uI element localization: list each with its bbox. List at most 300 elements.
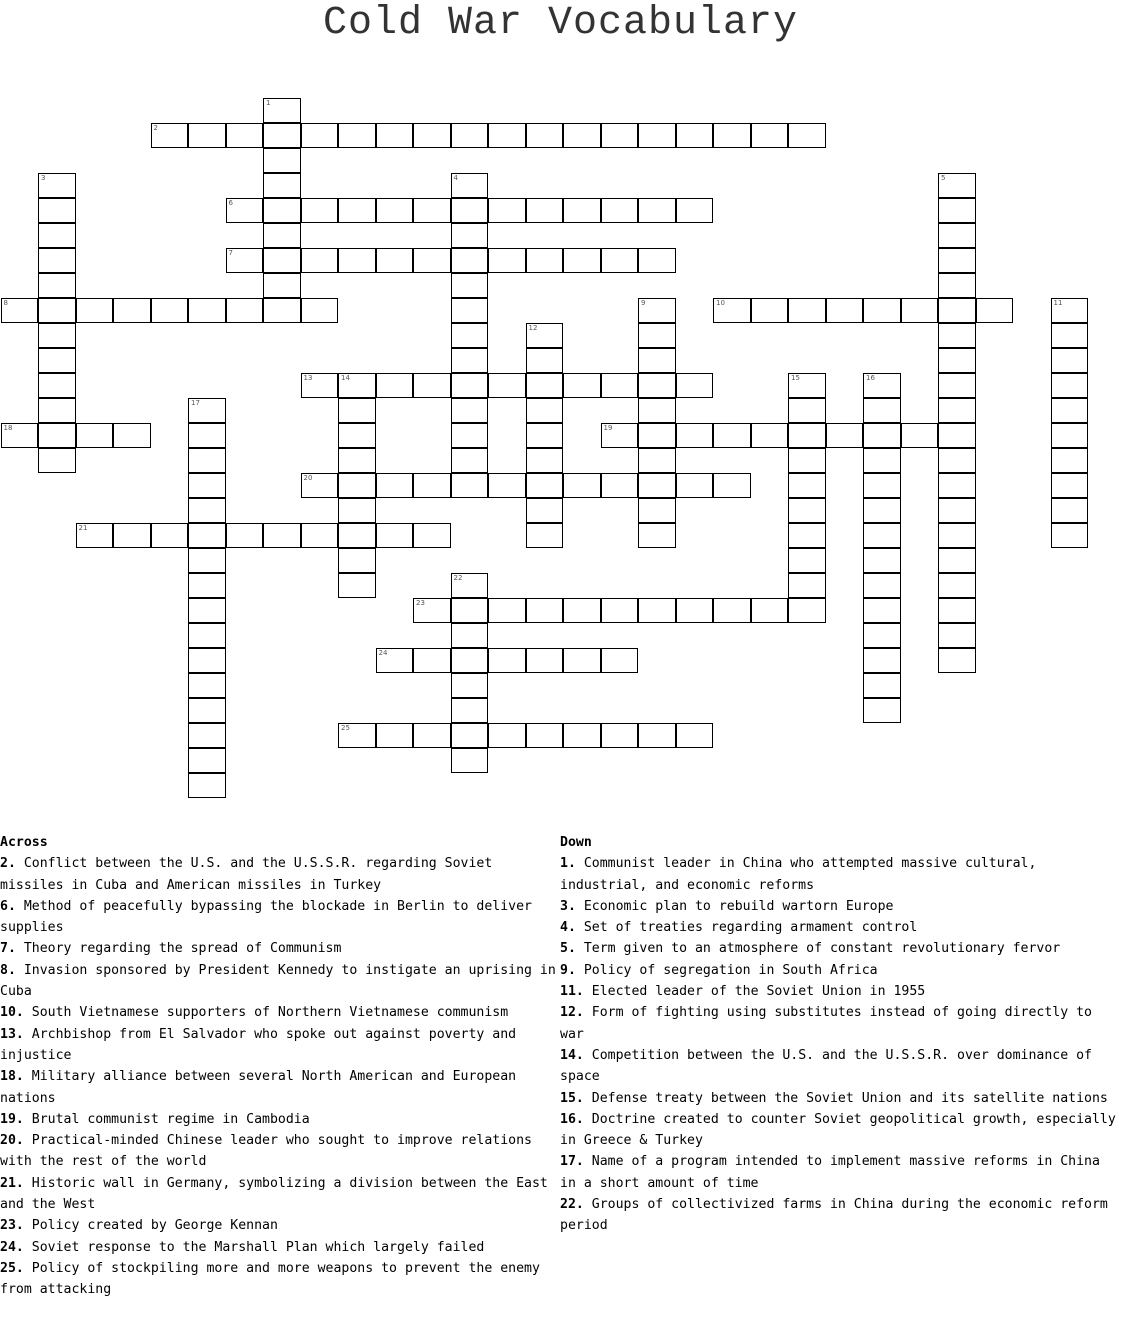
grid-cell[interactable] (1051, 498, 1089, 523)
grid-cell[interactable] (301, 523, 339, 548)
grid-cell[interactable] (676, 373, 714, 398)
grid-cell[interactable] (788, 298, 826, 323)
grid-cell[interactable] (413, 123, 451, 148)
grid-cell[interactable] (638, 423, 676, 448)
grid-cell[interactable] (413, 523, 451, 548)
cell-number: 12 (528, 323, 538, 332)
grid-cell[interactable] (638, 298, 676, 323)
grid-cell[interactable] (151, 523, 189, 548)
grid-cell[interactable] (863, 648, 901, 673)
grid-cell[interactable] (1051, 298, 1089, 323)
puzzle-title: Cold War Vocabulary (322, 1, 799, 46)
grid-cell[interactable] (188, 773, 226, 798)
grid-cell[interactable] (938, 223, 976, 248)
grid-cell[interactable] (413, 648, 451, 673)
grid-cell[interactable] (638, 398, 676, 423)
grid-cell[interactable] (413, 723, 451, 748)
grid-cell[interactable] (413, 598, 451, 623)
grid-cell[interactable] (188, 723, 226, 748)
grid-cell[interactable] (451, 223, 489, 248)
grid-cell[interactable] (263, 298, 301, 323)
grid-cell[interactable] (863, 698, 901, 723)
clue-across-6 (0, 896, 558, 939)
grid-cell[interactable] (188, 673, 226, 698)
grid-cell[interactable] (563, 723, 601, 748)
grid-cell[interactable] (1051, 423, 1089, 448)
grid-cell[interactable] (376, 473, 414, 498)
grid-cell[interactable] (263, 273, 301, 298)
grid-cell[interactable] (751, 423, 789, 448)
grid-cell[interactable] (38, 198, 76, 223)
clue-number: 18. (0, 1069, 24, 1085)
grid-cell[interactable] (601, 473, 639, 498)
grid-cell[interactable] (338, 373, 376, 398)
grid-cell[interactable] (526, 323, 564, 348)
grid-cell[interactable] (938, 398, 976, 423)
grid-cell[interactable] (938, 498, 976, 523)
grid-cell[interactable] (451, 173, 489, 198)
grid-cell[interactable] (713, 123, 751, 148)
grid-cell[interactable] (188, 448, 226, 473)
clue-text: Elected leader of the Soviet Union in 1955 (591, 984, 926, 1000)
clue-text: Name of a program intended to implement massive reforms in China in a short amount of time (560, 1154, 1100, 1191)
grid-cell[interactable] (788, 523, 826, 548)
grid-cell[interactable] (188, 573, 226, 598)
cell-number: 22 (453, 573, 463, 582)
grid-cell[interactable] (263, 173, 301, 198)
clue-number: 7. (0, 941, 16, 957)
grid-cell[interactable] (713, 423, 751, 448)
grid-cell[interactable] (301, 473, 339, 498)
grid-cell[interactable] (376, 723, 414, 748)
grid-cell[interactable] (826, 423, 864, 448)
grid-cell[interactable] (38, 348, 76, 373)
grid-cell[interactable] (563, 598, 601, 623)
grid-cell[interactable] (788, 548, 826, 573)
clue-number: 25. (0, 1260, 24, 1276)
cell-number: 18 (3, 423, 13, 432)
grid-cell[interactable] (376, 648, 414, 673)
grid-cell[interactable] (938, 348, 976, 373)
grid-cell[interactable] (38, 323, 76, 348)
grid-cell[interactable] (638, 323, 676, 348)
grid-cell[interactable] (863, 623, 901, 648)
grid-cell[interactable] (451, 698, 489, 723)
grid-cell[interactable] (563, 473, 601, 498)
grid-cell[interactable] (938, 448, 976, 473)
grid-cell[interactable] (788, 598, 826, 623)
grid-cell[interactable] (863, 373, 901, 398)
grid-cell[interactable] (38, 298, 76, 323)
grid-cell[interactable] (751, 298, 789, 323)
grid-cell[interactable] (188, 498, 226, 523)
clue-number: 16. (560, 1111, 584, 1127)
grid-cell[interactable] (188, 398, 226, 423)
cell-number: 8 (3, 298, 8, 307)
grid-cell[interactable] (376, 523, 414, 548)
clue-number: 4. (560, 920, 576, 936)
grid-cell[interactable] (338, 198, 376, 223)
grid-cell[interactable] (526, 523, 564, 548)
grid-cell[interactable] (301, 123, 339, 148)
clue-down-15 (560, 1088, 1121, 1109)
grid-cell[interactable] (526, 598, 564, 623)
grid-cell[interactable] (938, 648, 976, 673)
grid-cell[interactable] (338, 448, 376, 473)
cell-number: 14 (341, 373, 350, 382)
grid-cell[interactable] (863, 298, 901, 323)
grid-cell[interactable] (38, 398, 76, 423)
grid-cell[interactable] (451, 623, 489, 648)
grid-cell[interactable] (526, 348, 564, 373)
grid-cell[interactable] (938, 248, 976, 273)
grid-cell[interactable] (451, 398, 489, 423)
cell-number: 23 (416, 598, 425, 607)
grid-cell[interactable] (526, 248, 564, 273)
grid-cell[interactable] (226, 523, 264, 548)
grid-cell[interactable] (751, 598, 789, 623)
clue-number: 21. (0, 1175, 24, 1191)
grid-cell[interactable] (263, 148, 301, 173)
grid-cell[interactable] (451, 723, 489, 748)
grid-cell[interactable] (938, 598, 976, 623)
grid-cell[interactable] (938, 173, 976, 198)
grid-cell[interactable] (38, 423, 76, 448)
grid-cell[interactable] (451, 273, 489, 298)
grid-cell[interactable] (376, 373, 414, 398)
grid-cell[interactable] (451, 573, 489, 598)
down-clues (560, 832, 1121, 1237)
grid-cell[interactable] (451, 323, 489, 348)
grid-cell[interactable] (638, 498, 676, 523)
grid-cell[interactable] (226, 123, 264, 148)
grid-cell[interactable] (188, 598, 226, 623)
grid-cell[interactable] (451, 598, 489, 623)
clue-number: 3. (560, 898, 576, 914)
grid-cell[interactable] (76, 423, 114, 448)
grid-cell[interactable] (1051, 398, 1089, 423)
clue-number: 12. (560, 1005, 584, 1021)
grid-cell[interactable] (413, 248, 451, 273)
grid-cell[interactable] (263, 123, 301, 148)
grid-cell[interactable] (938, 298, 976, 323)
grid-cell[interactable] (938, 423, 976, 448)
grid-cell[interactable] (1051, 373, 1089, 398)
grid-cell[interactable] (901, 298, 939, 323)
grid-cell[interactable] (413, 473, 451, 498)
clue-across-23 (0, 1215, 558, 1236)
grid-cell[interactable] (301, 373, 339, 398)
grid-cell[interactable] (226, 248, 264, 273)
grid-cell[interactable] (863, 598, 901, 623)
grid-cell[interactable] (38, 248, 76, 273)
grid-cell[interactable] (451, 748, 489, 773)
grid-cell[interactable] (38, 448, 76, 473)
grid-cell[interactable] (488, 648, 526, 673)
clue-down-16 (560, 1109, 1121, 1152)
grid-cell[interactable] (526, 373, 564, 398)
grid-cell[interactable] (451, 373, 489, 398)
grid-cell[interactable] (188, 123, 226, 148)
clue-number: 8. (0, 962, 16, 978)
grid-cell[interactable] (451, 298, 489, 323)
grid-cell[interactable] (526, 448, 564, 473)
grid-cell[interactable] (638, 198, 676, 223)
grid-cell[interactable] (938, 573, 976, 598)
grid-cell[interactable] (638, 123, 676, 148)
grid-cell[interactable] (938, 623, 976, 648)
grid-cell[interactable] (638, 373, 676, 398)
grid-cell[interactable] (188, 523, 226, 548)
clue-text: Method of peacefully bypassing the blockade in Berlin to deliver supplies (0, 898, 532, 936)
grid-cell[interactable] (863, 398, 901, 423)
grid-cell[interactable] (901, 423, 939, 448)
grid-cell[interactable] (563, 123, 601, 148)
grid-cell[interactable] (38, 223, 76, 248)
grid-cell[interactable] (188, 548, 226, 573)
grid-cell[interactable] (338, 723, 376, 748)
grid-cell[interactable] (113, 423, 151, 448)
grid-cell[interactable] (151, 123, 189, 148)
clue-across-24 (0, 1237, 558, 1258)
clue-down-5 (560, 938, 1121, 959)
grid-cell[interactable] (263, 223, 301, 248)
grid-cell[interactable] (788, 373, 826, 398)
grid-cell[interactable] (301, 298, 339, 323)
grid-cell[interactable] (1051, 323, 1089, 348)
grid-cell[interactable] (526, 648, 564, 673)
grid-cell[interactable] (863, 573, 901, 598)
grid-cell[interactable] (263, 198, 301, 223)
grid-cell[interactable] (863, 523, 901, 548)
grid-cell[interactable] (526, 473, 564, 498)
grid-cell[interactable] (601, 723, 639, 748)
grid-cell[interactable] (113, 298, 151, 323)
grid-cell[interactable] (1051, 448, 1089, 473)
grid-cell[interactable] (638, 473, 676, 498)
clue-text: Competition between the U.S. and the U.S.S.R. over dominance of space (560, 1047, 1092, 1085)
grid-cell[interactable] (76, 298, 114, 323)
clue-text: Groups of collectivized farms in China during the economic reform period (560, 1197, 1108, 1234)
grid-cell[interactable] (38, 173, 76, 198)
grid-cell[interactable] (338, 123, 376, 148)
clue-across-21 (0, 1173, 558, 1216)
grid-cell[interactable] (188, 473, 226, 498)
grid-cell[interactable] (188, 698, 226, 723)
grid-cell[interactable] (676, 423, 714, 448)
grid-cell[interactable] (338, 473, 376, 498)
cell-number: 20 (303, 473, 313, 482)
grid-cell[interactable] (488, 198, 526, 223)
grid-cell[interactable] (938, 273, 976, 298)
grid-cell[interactable] (826, 298, 864, 323)
grid-cell[interactable] (563, 248, 601, 273)
grid-cell[interactable] (301, 248, 339, 273)
grid-cell[interactable] (601, 373, 639, 398)
grid-cell[interactable] (451, 648, 489, 673)
clue-across-13 (0, 1024, 558, 1067)
grid-cell[interactable] (488, 373, 526, 398)
grid-cell[interactable] (863, 448, 901, 473)
grid-cell[interactable] (676, 473, 714, 498)
grid-cell[interactable] (188, 298, 226, 323)
grid-cell[interactable] (638, 723, 676, 748)
grid-cell[interactable] (451, 473, 489, 498)
grid-cell[interactable] (526, 498, 564, 523)
grid-cell[interactable] (188, 623, 226, 648)
cell-number: 7 (228, 248, 233, 257)
grid-cell[interactable] (788, 448, 826, 473)
grid-cell[interactable] (938, 523, 976, 548)
grid-cell[interactable] (226, 198, 264, 223)
grid-cell[interactable] (376, 248, 414, 273)
grid-cell[interactable] (338, 573, 376, 598)
clue-text: Set of treaties regarding armament control (583, 920, 918, 936)
cell-number: 4 (453, 173, 458, 182)
clue-text: Theory regarding the spread of Communism (23, 941, 342, 957)
clue-number: 6. (0, 898, 16, 914)
grid-cell[interactable] (1, 423, 39, 448)
grid-cell[interactable] (488, 723, 526, 748)
grid-cell[interactable] (788, 398, 826, 423)
grid-cell[interactable] (526, 423, 564, 448)
grid-cell[interactable] (601, 123, 639, 148)
grid-cell[interactable] (863, 473, 901, 498)
grid-cell[interactable] (713, 473, 751, 498)
grid-cell[interactable] (938, 473, 976, 498)
grid-cell[interactable] (638, 598, 676, 623)
grid-cell[interactable] (638, 248, 676, 273)
grid-cell[interactable] (976, 298, 1014, 323)
grid-cell[interactable] (413, 198, 451, 223)
grid-cell[interactable] (188, 423, 226, 448)
clue-text: Defense treaty between the Soviet Union and its satellite nations (591, 1090, 1108, 1106)
grid-cell[interactable] (338, 523, 376, 548)
grid-cell[interactable] (563, 373, 601, 398)
grid-cell[interactable] (451, 248, 489, 273)
grid-cell[interactable] (338, 398, 376, 423)
grid-cell[interactable] (601, 598, 639, 623)
grid-cell[interactable] (601, 423, 639, 448)
grid-cell[interactable] (526, 398, 564, 423)
grid-cell[interactable] (938, 198, 976, 223)
grid-cell[interactable] (676, 723, 714, 748)
grid-cell[interactable] (1051, 473, 1089, 498)
grid-cell[interactable] (563, 198, 601, 223)
grid-cell[interactable] (713, 598, 751, 623)
clue-number: 22. (560, 1197, 584, 1213)
grid-cell[interactable] (676, 198, 714, 223)
grid-cell[interactable] (638, 448, 676, 473)
grid-cell[interactable] (863, 673, 901, 698)
grid-cell[interactable] (451, 348, 489, 373)
grid-cell[interactable] (226, 298, 264, 323)
grid-cell[interactable] (788, 123, 826, 148)
grid-cell[interactable] (1051, 348, 1089, 373)
grid-cell[interactable] (301, 198, 339, 223)
grid-cell[interactable] (488, 598, 526, 623)
clue-number: 15. (560, 1090, 584, 1106)
grid-cell[interactable] (788, 498, 826, 523)
grid-cell[interactable] (338, 498, 376, 523)
grid-cell[interactable] (863, 498, 901, 523)
grid-cell[interactable] (451, 198, 489, 223)
grid-cell[interactable] (451, 123, 489, 148)
grid-cell[interactable] (488, 473, 526, 498)
grid-cell[interactable] (263, 98, 301, 123)
clue-text: Form of fighting using substitutes instead of going directly to war (560, 1005, 1092, 1042)
grid-cell[interactable] (638, 348, 676, 373)
cell-number: 3 (41, 173, 46, 182)
grid-cell[interactable] (451, 673, 489, 698)
grid-cell[interactable] (451, 423, 489, 448)
grid-cell[interactable] (751, 123, 789, 148)
grid-cell[interactable] (76, 523, 114, 548)
grid-cell[interactable] (713, 298, 751, 323)
cell-number: 9 (641, 298, 646, 307)
grid-cell[interactable] (788, 473, 826, 498)
grid-cell[interactable] (413, 373, 451, 398)
clue-down-4 (560, 917, 1121, 938)
clue-number: 23. (0, 1218, 24, 1234)
grid-cell[interactable] (526, 198, 564, 223)
clue-text: South Vietnamese supporters of Northern Vietnamese communism (31, 1005, 509, 1021)
grid-cell[interactable] (526, 723, 564, 748)
clue-across-2 (0, 853, 558, 896)
clue-number: 24. (0, 1239, 24, 1255)
grid-cell[interactable] (488, 123, 526, 148)
grid-cell[interactable] (188, 748, 226, 773)
grid-cell[interactable] (938, 548, 976, 573)
grid-cell[interactable] (601, 648, 639, 673)
clue-down-9 (560, 960, 1121, 981)
grid-cell[interactable] (938, 373, 976, 398)
grid-cell[interactable] (863, 548, 901, 573)
grid-cell[interactable] (638, 523, 676, 548)
grid-cell[interactable] (338, 423, 376, 448)
grid-cell[interactable] (376, 123, 414, 148)
down-heading: Down (560, 835, 592, 850)
grid-cell[interactable] (451, 448, 489, 473)
grid-cell[interactable] (676, 123, 714, 148)
grid-cell[interactable] (1, 298, 39, 323)
grid-cell[interactable] (676, 598, 714, 623)
grid-cell[interactable] (788, 423, 826, 448)
clue-across-18 (0, 1066, 558, 1109)
grid-cell[interactable] (601, 248, 639, 273)
grid-cell[interactable] (376, 198, 414, 223)
grid-cell[interactable] (488, 248, 526, 273)
grid-cell[interactable] (563, 648, 601, 673)
grid-cell[interactable] (1051, 523, 1089, 548)
grid-cell[interactable] (338, 548, 376, 573)
grid-cell[interactable] (338, 248, 376, 273)
grid-cell[interactable] (38, 373, 76, 398)
grid-cell[interactable] (38, 273, 76, 298)
grid-cell[interactable] (188, 648, 226, 673)
grid-cell[interactable] (526, 123, 564, 148)
grid-cell[interactable] (113, 523, 151, 548)
grid-cell[interactable] (151, 298, 189, 323)
grid-cell[interactable] (938, 323, 976, 348)
grid-cell[interactable] (263, 248, 301, 273)
grid-cell[interactable] (863, 423, 901, 448)
clue-number: 19. (0, 1111, 24, 1127)
grid-cell[interactable] (601, 198, 639, 223)
grid-cell[interactable] (263, 523, 301, 548)
clue-down-12 (560, 1002, 1121, 1045)
grid-cell[interactable] (788, 573, 826, 598)
